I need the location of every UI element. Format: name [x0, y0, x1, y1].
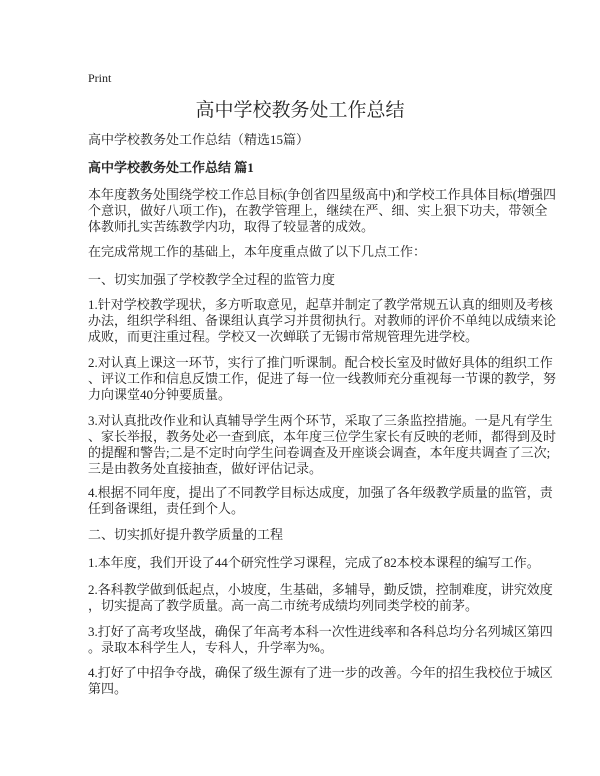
paragraph-line: 3.对认真批改作业和认真辅导学生两个环节，采取了三条监控措施。一是凡有学生 — [88, 413, 553, 428]
paragraph-line: 二、切实抓好提升教学质量的工程 — [88, 527, 284, 542]
paragraph-line: 2.各科教学做到低起点，小坡度，生基础，多辅导，勤反馈，控制难度，讲究效度 — [88, 582, 553, 597]
paragraph — [88, 413, 557, 477]
paragraph — [88, 665, 553, 697]
paragraph-line: 、评议工作和信息反馈工作，促进了每一位一线教师充分重视每一节课的教学，努 — [88, 371, 557, 386]
paragraph-line: 办法，组织学科组、备课组认真学习并贯彻执行。对教师的评价不单纯以成绩来论 — [88, 313, 557, 328]
paragraph — [88, 244, 528, 260]
paragraph-line: 的提醒和警告;二是不定时向学生问卷调查及开座谈会调查，本年度共调查了三次; — [88, 445, 551, 460]
paragraph-line: 、家长举报，教务处必一查到底，本年度三位学生家长有反映的老师，都得到及时 — [88, 429, 557, 444]
paragraph-line: 3.打好了高考攻坚战，确保了年高考本科一次性进线率和各科总均分名列城区第四 — [88, 624, 553, 639]
paragraph-line: 在完成常规工作的基础上，本年度重点做了以下几点工作： — [88, 244, 427, 259]
paragraph-line: 1.针对学校教学现状，多方听取意见，起草并制定了教学常规五认真的细则及考核 — [88, 297, 553, 312]
paragraph-line: ，切实提高了教学质量。高一高二市统考成绩均列同类学校的前茅。 — [88, 598, 479, 613]
paragraph-line: 。录取本科学生人，专科人，升学率为%。 — [88, 640, 333, 655]
paragraph — [88, 272, 528, 288]
paragraph-line: 任到备课组，责任到个人。 — [88, 501, 245, 516]
print-link[interactable]: Print — [88, 71, 112, 85]
paragraph — [88, 582, 553, 614]
paragraph — [88, 555, 540, 571]
paragraph-line: 个意识，做好八项工作)，在教学管理上，继续在严、细、实上狠下功夫，带领全 — [88, 203, 548, 218]
paragraph — [88, 527, 528, 543]
document-title: 高中学校教务处工作总结 — [195, 99, 405, 121]
paragraph — [88, 297, 557, 345]
paragraph-line: 1.本年度，我们开设了44个研究性学习课程，完成了82本校本课程的编写工作。 — [88, 555, 540, 570]
paragraph-line: 第四。 — [88, 681, 128, 696]
paragraph-line: 一、切实加强了学校教学全过程的监管力度 — [88, 272, 336, 287]
paragraph — [88, 355, 557, 403]
paragraph-line: 三是由教务处直接抽查，做好评估记录。 — [88, 461, 323, 476]
paragraph-line: 体教师扎实苦练教学内功，取得了较显著的成效。 — [88, 219, 375, 234]
paragraph — [88, 187, 556, 235]
paragraph-line: 力向课堂40分钟要质量。 — [88, 387, 232, 402]
paragraph-line: 本年度教务处围绕学校工作总目标(争创省四星级高中)和学校工作具体目标(增强四 — [88, 187, 556, 202]
section-heading: 高中学校教务处工作总结 篇1 — [88, 160, 254, 175]
paragraph-line: 成败，而更注重过程。学校又一次蝉联了无锡市常规管理先进学校。 — [88, 329, 479, 344]
paragraph — [88, 485, 553, 517]
paragraph-line: 2.对认真上课这一环节，实行了推门听课制。配合校长室及时做好具体的组织工作 — [88, 355, 553, 370]
paragraph-line: 4.根据不同年度，提出了不同教学目标达成度，加强了各年级教学质量的监管，责 — [88, 485, 553, 500]
paragraph — [88, 624, 553, 656]
paragraph-line: 4.打好了中招争夺战，确保了级生源有了进一步的改善。今年的招生我校位于城区 — [88, 665, 553, 680]
document-subtitle: 高中学校教务处工作总结（精选15篇） — [88, 132, 310, 147]
